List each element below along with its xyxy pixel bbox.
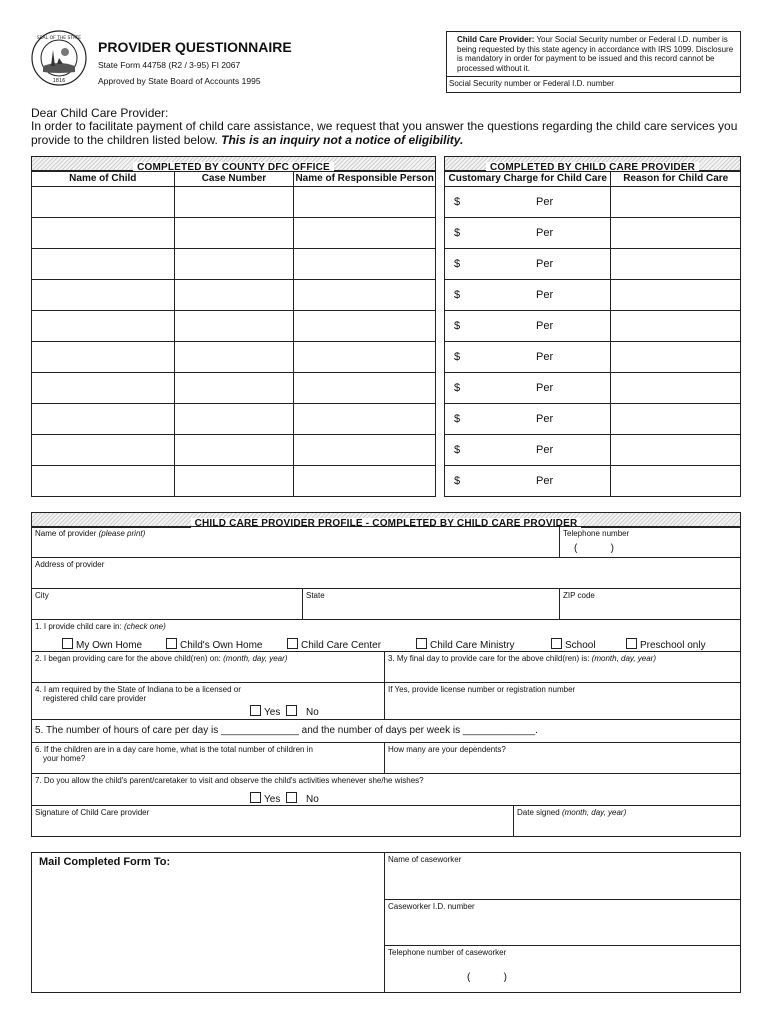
case-number-cell[interactable] bbox=[174, 466, 294, 497]
intro-paragraph bbox=[31, 120, 746, 147]
customary-charge-cell[interactable] bbox=[445, 249, 611, 280]
table-row bbox=[445, 404, 741, 435]
currency-sign: $ bbox=[454, 413, 461, 425]
currency-sign: $ bbox=[454, 289, 461, 301]
question-5-hours-days[interactable]: 5. The number of hours of care per day is ______________ and the number of days per week is _____________. bbox=[31, 719, 741, 743]
table-row bbox=[32, 280, 436, 311]
case-number-cell[interactable] bbox=[174, 435, 294, 466]
dfc-children-table bbox=[31, 171, 436, 497]
reason-for-care-cell[interactable] bbox=[611, 280, 741, 311]
provider-section-header: COMPLETED BY CHILD CARE PROVIDER bbox=[444, 156, 741, 171]
question-2-start-date[interactable]: 2. I began providing care for the above child(ren) on: (month, day, year) bbox=[31, 651, 385, 683]
q4-yes-option[interactable]: Yes bbox=[250, 705, 280, 718]
question-6-total-children[interactable]: 6. If the children are in a day care home, what is the total number of children in your home? bbox=[31, 742, 385, 774]
ssn-field-label: Social Security number or Federal I.D. number bbox=[449, 79, 614, 88]
child-name-cell[interactable] bbox=[32, 404, 175, 435]
provider-address-field[interactable]: Address of provider bbox=[31, 557, 741, 589]
customary-charge-cell[interactable] bbox=[445, 218, 611, 249]
responsible-person-cell[interactable] bbox=[294, 187, 436, 218]
zip-field[interactable]: ZIP code bbox=[559, 588, 741, 620]
question-7-parent-visits: 7. Do you allow the child's parent/caretaker to visit and observe the child's activities whenever she/he wishes? Yes No bbox=[31, 773, 741, 806]
case-number-cell[interactable] bbox=[174, 218, 294, 249]
form-number: State Form 44758 (R2 / 3-95) FI 2067 bbox=[98, 60, 241, 70]
case-number-cell[interactable] bbox=[174, 404, 294, 435]
phone-area-code-parens: ( ) bbox=[574, 543, 614, 554]
col-responsible-person: Name of Responsible Person bbox=[294, 172, 436, 187]
reason-for-care-cell[interactable] bbox=[611, 342, 741, 373]
question-1-care-location: 1. I provide child care in: (check one) My Own Home Child's Own Home Child Care Center Child Care Ministry School Preschool only bbox=[31, 619, 741, 652]
option-my-own-home[interactable]: My Own Home bbox=[62, 638, 142, 651]
ssn-notice-body: Your Social Security number or Federal I.D. number is being requested by this state agency in accordance with IRS 1099. Disclosure is mandatory in order for payment to be issued and this record cannot be processed without it. bbox=[457, 35, 734, 73]
per-label: Per bbox=[536, 382, 554, 394]
date-signed-field[interactable]: Date signed (month, day, year) bbox=[513, 805, 741, 837]
currency-sign: $ bbox=[454, 258, 461, 270]
col-customary-charge: Customary Charge for Child Care bbox=[445, 172, 611, 187]
child-name-cell[interactable] bbox=[32, 280, 175, 311]
provider-name-field[interactable]: Name of provider (please print) bbox=[31, 526, 560, 558]
checkbox-school[interactable] bbox=[551, 638, 562, 649]
question-4-licensed: 4. I am required by the State of Indiana to be a licensed or registered child care provider Yes No bbox=[31, 682, 385, 720]
responsible-person-cell[interactable] bbox=[294, 280, 436, 311]
responsible-person-cell[interactable] bbox=[294, 311, 436, 342]
caseworker-phone-parens: ( ) bbox=[467, 972, 507, 983]
city-field[interactable]: City bbox=[31, 588, 303, 620]
table-row bbox=[445, 187, 741, 218]
currency-sign: $ bbox=[454, 444, 461, 456]
checkbox-childs-own-home[interactable] bbox=[166, 638, 177, 649]
reason-for-care-cell[interactable] bbox=[611, 435, 741, 466]
intro-emphasis: This is an inquiry not a notice of eligibility. bbox=[221, 132, 464, 147]
table-row bbox=[32, 373, 436, 404]
q7-yes-option[interactable]: Yes bbox=[250, 792, 280, 805]
profile-section-header: CHILD CARE PROVIDER PROFILE - COMPLETED BY CHILD CARE PROVIDER bbox=[32, 513, 740, 528]
mail-to-box[interactable] bbox=[31, 852, 385, 993]
state-seal bbox=[31, 30, 87, 86]
responsible-person-cell[interactable] bbox=[294, 218, 436, 249]
reason-for-care-cell[interactable] bbox=[611, 311, 741, 342]
approval-text: Approved by State Board of Accounts 1995 bbox=[98, 76, 261, 86]
question-6-dependents[interactable]: How many are your dependents? bbox=[384, 742, 741, 774]
option-child-care-center[interactable]: Child Care Center bbox=[287, 638, 381, 651]
checkbox-child-care-center[interactable] bbox=[287, 638, 298, 649]
currency-sign: $ bbox=[454, 320, 461, 332]
child-name-cell[interactable] bbox=[32, 249, 175, 280]
caseworker-id-field[interactable]: Caseworker I.D. number bbox=[384, 899, 741, 946]
customary-charge-cell[interactable] bbox=[445, 404, 611, 435]
table-row bbox=[445, 218, 741, 249]
col-case-number: Case Number bbox=[174, 172, 294, 187]
customary-charge-cell[interactable] bbox=[445, 280, 611, 311]
q7-yes-checkbox[interactable] bbox=[250, 792, 261, 803]
case-number-cell[interactable] bbox=[174, 280, 294, 311]
child-name-cell[interactable] bbox=[32, 187, 175, 218]
option-child-care-ministry[interactable]: Child Care Ministry bbox=[416, 638, 514, 651]
q7-no-checkbox[interactable] bbox=[286, 792, 297, 803]
ssn-field[interactable] bbox=[447, 76, 740, 94]
signature-field[interactable]: Signature of Child Care provider bbox=[31, 805, 514, 837]
svg-text:SEAL OF THE STATE: SEAL OF THE STATE bbox=[36, 36, 82, 41]
intro-body: In order to facilitate payment of child care assistance, we request that you answer the questions regarding the child care services you provide to the children listed below. bbox=[31, 119, 738, 147]
table-row bbox=[445, 311, 741, 342]
responsible-person-cell[interactable] bbox=[294, 342, 436, 373]
table-row bbox=[445, 249, 741, 280]
col-reason-for-care: Reason for Child Care bbox=[611, 172, 741, 187]
ssn-notice-text bbox=[457, 35, 737, 73]
option-preschool-only[interactable]: Preschool only bbox=[626, 638, 706, 651]
responsible-person-cell[interactable] bbox=[294, 466, 436, 497]
responsible-person-cell[interactable] bbox=[294, 435, 436, 466]
reason-for-care-cell[interactable] bbox=[611, 404, 741, 435]
responsible-person-cell[interactable] bbox=[294, 373, 436, 404]
col-name-of-child: Name of Child bbox=[32, 172, 175, 187]
table-row bbox=[445, 280, 741, 311]
table-row bbox=[32, 342, 436, 373]
table-row bbox=[445, 342, 741, 373]
customary-charge-cell[interactable] bbox=[445, 311, 611, 342]
case-number-cell[interactable] bbox=[174, 249, 294, 280]
table-row bbox=[32, 466, 436, 497]
table-row bbox=[32, 187, 436, 218]
provider-charges-table bbox=[444, 171, 741, 497]
q4-no-option[interactable]: No bbox=[286, 705, 319, 718]
customary-charge-cell[interactable] bbox=[445, 373, 611, 404]
dfc-section-header: COMPLETED BY COUNTY DFC OFFICE bbox=[31, 156, 436, 171]
currency-sign: $ bbox=[454, 227, 461, 239]
per-label: Per bbox=[536, 258, 554, 270]
caseworker-phone-field[interactable]: Telephone number of caseworker ( ) bbox=[384, 945, 741, 993]
per-label: Per bbox=[536, 227, 554, 239]
question-3-final-date[interactable]: 3. My final day to provide care for the above child(ren) is: (month, day, year) bbox=[384, 651, 741, 683]
form-title: PROVIDER QUESTIONNAIRE bbox=[98, 39, 292, 55]
currency-sign: $ bbox=[454, 382, 461, 394]
child-name-cell[interactable] bbox=[32, 466, 175, 497]
responsible-person-cell[interactable] bbox=[294, 404, 436, 435]
child-name-cell[interactable] bbox=[32, 342, 175, 373]
mail-heading: Mail Completed Form To: bbox=[39, 856, 171, 868]
provider-phone-field[interactable]: Telephone number ( ) bbox=[559, 526, 741, 558]
case-number-cell[interactable] bbox=[174, 187, 294, 218]
option-childs-own-home[interactable]: Child's Own Home bbox=[166, 638, 263, 651]
currency-sign: $ bbox=[454, 351, 461, 363]
case-number-cell[interactable] bbox=[174, 373, 294, 404]
q7-no-option[interactable]: No bbox=[286, 792, 319, 805]
state-field[interactable]: State bbox=[302, 588, 560, 620]
per-label: Per bbox=[536, 444, 554, 456]
per-label: Per bbox=[536, 351, 554, 363]
currency-sign: $ bbox=[454, 475, 461, 487]
child-name-cell[interactable] bbox=[32, 218, 175, 249]
table-row bbox=[32, 311, 436, 342]
per-label: Per bbox=[536, 475, 554, 487]
per-label: Per bbox=[536, 289, 554, 301]
checkbox-preschool-only[interactable] bbox=[626, 638, 637, 649]
customary-charge-cell[interactable] bbox=[445, 435, 611, 466]
ssn-notice-lead: Child Care Provider: bbox=[457, 35, 535, 44]
per-label: Per bbox=[536, 196, 554, 208]
checkbox-my-own-home[interactable] bbox=[62, 638, 73, 649]
table-row bbox=[32, 404, 436, 435]
table-row bbox=[32, 218, 436, 249]
ssn-notice-box bbox=[446, 31, 741, 93]
reason-for-care-cell[interactable] bbox=[611, 373, 741, 404]
option-school[interactable]: School bbox=[551, 638, 596, 651]
child-name-cell[interactable] bbox=[32, 311, 175, 342]
q4-yes-checkbox[interactable] bbox=[250, 705, 261, 716]
child-name-cell[interactable] bbox=[32, 435, 175, 466]
reason-for-care-cell[interactable] bbox=[611, 218, 741, 249]
license-number-field[interactable]: If Yes, provide license number or registration number bbox=[384, 682, 741, 720]
case-number-cell[interactable] bbox=[174, 342, 294, 373]
table-row bbox=[445, 373, 741, 404]
caseworker-name-field[interactable]: Name of caseworker bbox=[384, 852, 741, 900]
child-name-cell[interactable] bbox=[32, 373, 175, 404]
table-row bbox=[445, 466, 741, 497]
checkbox-child-care-ministry[interactable] bbox=[416, 638, 427, 649]
table-row bbox=[32, 249, 436, 280]
customary-charge-cell[interactable] bbox=[445, 342, 611, 373]
svg-text:1816: 1816 bbox=[52, 78, 66, 84]
reason-for-care-cell[interactable] bbox=[611, 249, 741, 280]
per-label: Per bbox=[536, 413, 554, 425]
table-row bbox=[32, 435, 436, 466]
per-label: Per bbox=[536, 320, 554, 332]
salutation: Dear Child Care Provider: bbox=[31, 106, 169, 120]
customary-charge-cell[interactable] bbox=[445, 466, 611, 497]
q4-no-checkbox[interactable] bbox=[286, 705, 297, 716]
table-row bbox=[445, 435, 741, 466]
responsible-person-cell[interactable] bbox=[294, 249, 436, 280]
case-number-cell[interactable] bbox=[174, 311, 294, 342]
currency-sign: $ bbox=[454, 196, 461, 208]
reason-for-care-cell[interactable] bbox=[611, 466, 741, 497]
customary-charge-cell[interactable] bbox=[445, 187, 611, 218]
reason-for-care-cell[interactable] bbox=[611, 187, 741, 218]
